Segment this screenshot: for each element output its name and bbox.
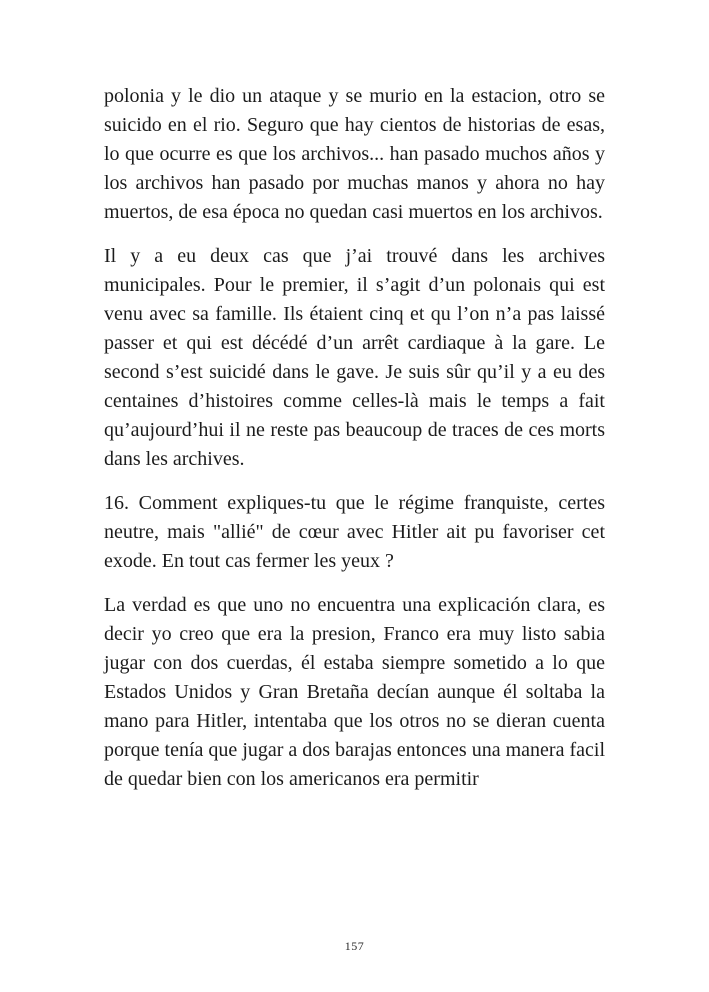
paragraph-question-16: 16. Comment expliques-tu que le régime franquiste, certes neutre, mais "allié" de cœur avec Hitler ait pu favoriser cet exode. En tout cas fermer les yeux ? <box>104 492 605 572</box>
paragraph-french-answer: Il y a eu deux cas que j’ai trouvé dans les archives municipales. Pour le premier, il s’agit d’un polonais qui est venu avec sa famille. Ils étaient cinq et qu l’on n’a pas laissé passer et qui est décédé d’un arrêt cardiaque à la gare. Le second s’est suicidé dans le gave. Je suis sûr qu’il y a eu des centaines d’histoires comme celles-là mais le temps a fait qu’aujourd’hui il ne reste pas beaucoup de traces de ces morts dans les archives. <box>104 245 605 470</box>
page-number: 157 <box>344 939 365 953</box>
page-body-text <box>104 82 605 794</box>
paragraph-spanish-1: polonia y le dio un ataque y se murio en la estacion, otro se suicido en el rio. Seguro que hay cientos de historias de esas, lo que ocurre es que los archivos... han pasado muchos años y los archivos han pasado por muchas manos y ahora no hay muertos, de esa época no quedan casi muertos en los archivos. <box>104 85 605 223</box>
paragraph-spanish-2: La verdad es que uno no encuentra una explicación clara, es decir yo creo que era la presion, Franco era muy listo sabia jugar con dos cuerdas, él estaba siempre sometido a lo que Estados Unidos y Gran Bretaña decían aunque él soltaba la mano para Hitler, intentaba que los otros no se dieran cuenta porque tenía que jugar a dos barajas entonces una manera facil de quedar bien con los americanos era permitir <box>104 594 605 790</box>
